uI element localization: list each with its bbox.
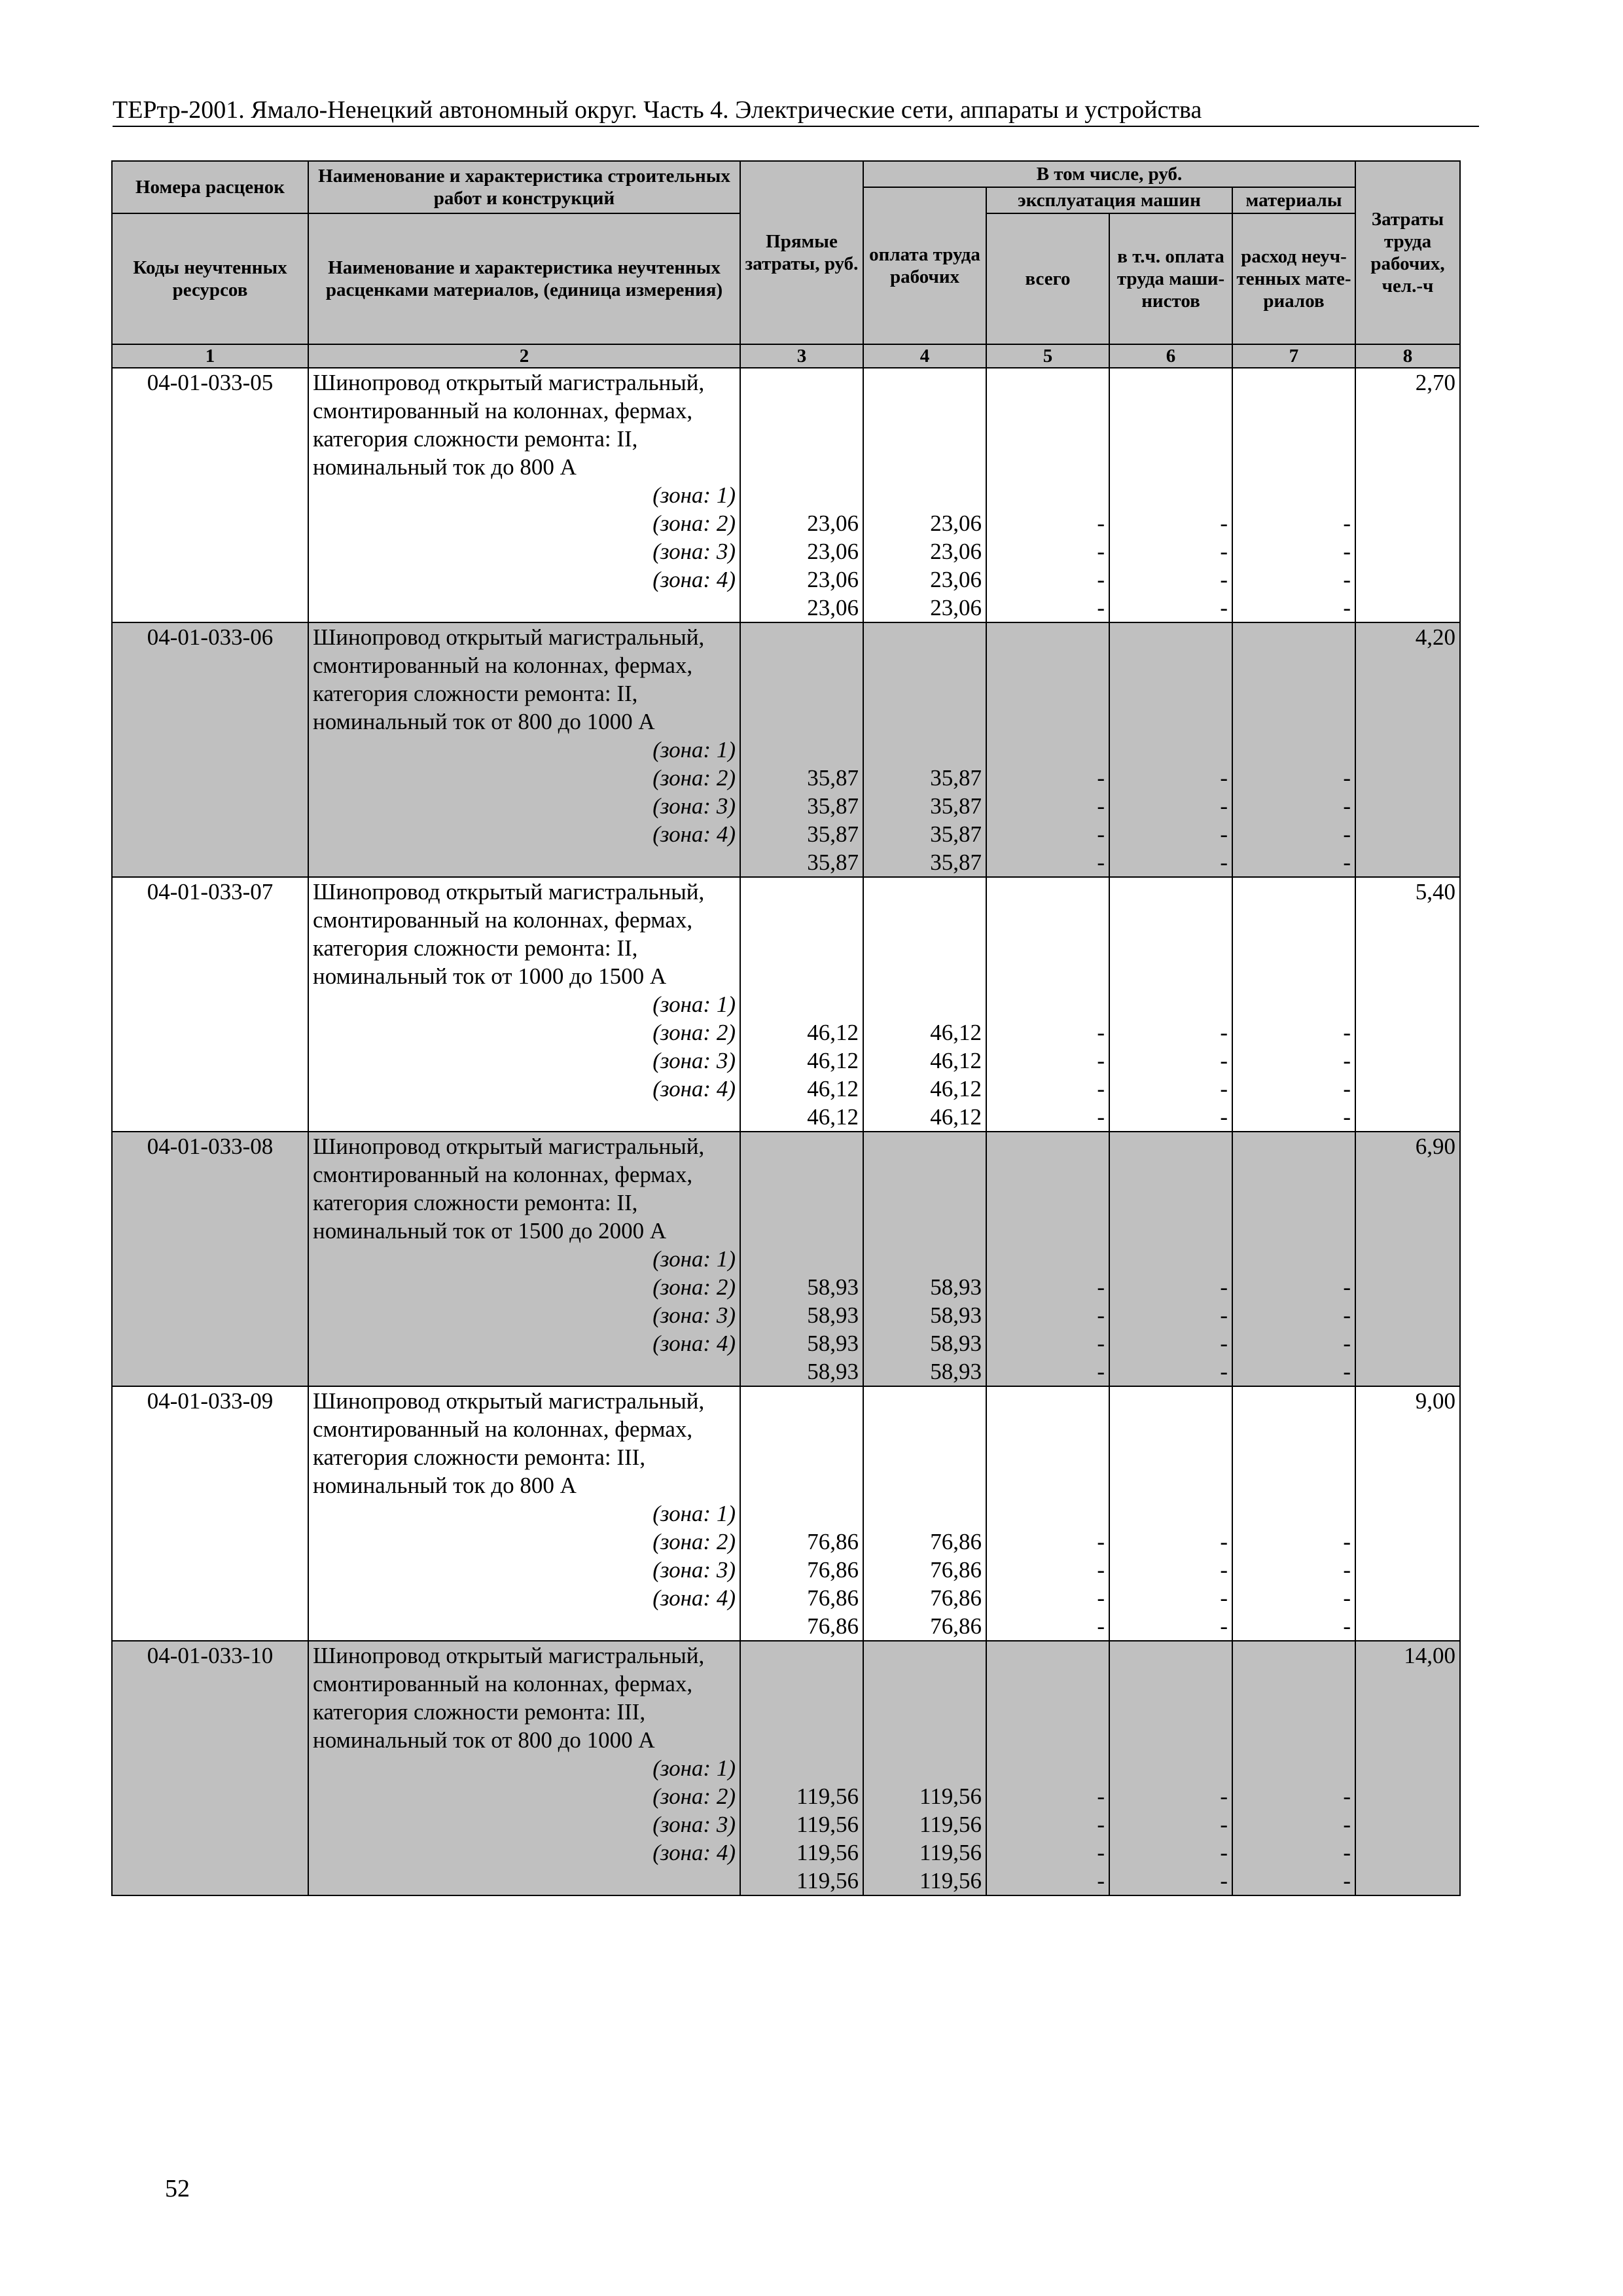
rate-description: Шинопровод открытый магистральный, смонтированный на колоннах, фермах, категория сложности ремонта: II, номинальный ток до 800 А	[313, 370, 705, 480]
rate-description-cell	[308, 1641, 740, 1895]
column-number: 8	[1355, 344, 1460, 368]
spacer	[991, 1387, 1105, 1528]
direct-cost-value: 119,56	[796, 1868, 859, 1893]
zone-label: (зона: 2)	[652, 1529, 736, 1554]
materials-value-cell	[1232, 1132, 1355, 1386]
wage-value-cell	[863, 1641, 986, 1895]
materials-value: -	[1343, 1274, 1351, 1300]
column-number: 1	[112, 344, 308, 368]
spacer	[1114, 1641, 1228, 1782]
zone-label: (зона: 2)	[652, 511, 736, 536]
machines-total-value: -	[1097, 1104, 1105, 1130]
labor-cost-header: Затраты труда рабочих, чел.-ч	[1355, 161, 1460, 344]
wage-value: 35,87	[930, 765, 982, 791]
wage-value: 76,86	[930, 1613, 982, 1639]
zone-label: (зона: 3)	[652, 1557, 736, 1583]
col1-top-header: Номера расценок	[112, 161, 308, 213]
wage-header: оплата труда рабочих	[863, 187, 986, 344]
direct-cost-value: 35,87	[807, 765, 859, 791]
machines-total-value: -	[1097, 850, 1105, 875]
spacer	[745, 368, 859, 509]
wage-value: 46,12	[930, 1104, 982, 1130]
wage-value: 23,06	[930, 595, 982, 620]
rate-description: Шинопровод открытый магистральный, смонтированный на колоннах, фермах, категория сложности ремонта: II, номинальный ток от 1000 до 1500 А	[313, 879, 705, 989]
wage-value: 58,93	[930, 1359, 982, 1384]
wage-value: 23,06	[930, 567, 982, 592]
wage-value: 58,93	[930, 1274, 982, 1300]
machines-total-value: -	[1097, 1840, 1105, 1865]
direct-cost-value: 76,86	[807, 1613, 859, 1639]
table-row	[112, 1132, 1460, 1386]
materials-value: -	[1343, 511, 1351, 536]
table-row	[112, 368, 1460, 622]
materials-group-header: материалы	[1232, 187, 1355, 213]
wage-value: 35,87	[930, 793, 982, 819]
materials-value: -	[1343, 1529, 1351, 1554]
wage-value: 58,93	[930, 1331, 982, 1356]
zone-label: (зона: 1)	[652, 1501, 736, 1526]
materials-value-cell	[1232, 368, 1355, 622]
zone-label: (зона: 2)	[652, 1274, 736, 1300]
rate-description-cell	[308, 368, 740, 622]
materials-value: -	[1343, 1104, 1351, 1130]
direct-cost-value-cell	[740, 1386, 863, 1641]
machines-total-header: всего	[986, 213, 1109, 344]
materials-value: -	[1343, 1585, 1351, 1611]
direct-cost-header: Прямые затраты, руб.	[740, 161, 863, 344]
direct-cost-value: 23,06	[807, 595, 859, 620]
wage-value-cell	[863, 1386, 986, 1641]
spacer	[1237, 623, 1351, 764]
machines-total-value: -	[1097, 567, 1105, 592]
direct-cost-value: 119,56	[796, 1784, 859, 1809]
spacer	[1237, 1641, 1351, 1782]
machines-total-value: -	[1097, 1557, 1105, 1583]
table-row	[112, 1386, 1460, 1641]
machinist-wage-header: в т.ч. оплата труда маши-нистов	[1109, 213, 1232, 344]
direct-cost-value: 46,12	[807, 1076, 859, 1102]
machines-total-value-cell	[986, 1386, 1109, 1641]
materials-value: -	[1343, 1020, 1351, 1045]
spacer	[1237, 368, 1351, 509]
materials-value: -	[1343, 850, 1351, 875]
machinist-wage-value: -	[1220, 1331, 1228, 1356]
materials-value-cell	[1232, 1386, 1355, 1641]
spacer	[991, 1641, 1105, 1782]
direct-cost-value-cell	[740, 368, 863, 622]
rate-description-cell	[308, 1132, 740, 1386]
machines-total-value: -	[1097, 1020, 1105, 1045]
rate-code: 04-01-033-09	[112, 1386, 308, 1641]
wage-value: 35,87	[930, 850, 982, 875]
spacer	[991, 368, 1105, 509]
zone-label: (зона: 4)	[652, 1840, 736, 1865]
col1-bottom-header: Коды неучтенных ресурсов	[112, 213, 308, 344]
spacer	[1114, 878, 1228, 1018]
wage-value: 46,12	[930, 1076, 982, 1102]
materials-usage-header: расход неуч-тенных мате-риалов	[1232, 213, 1355, 344]
rate-description: Шинопровод открытый магистральный, смонтированный на колоннах, фермах, категория сложности ремонта: II, номинальный ток от 1500 до 2000 А	[313, 1134, 705, 1244]
machinist-wage-value: -	[1220, 1585, 1228, 1611]
materials-value: -	[1343, 821, 1351, 847]
machines-total-value: -	[1097, 1302, 1105, 1328]
direct-cost-value: 58,93	[807, 1302, 859, 1328]
rates-table	[111, 160, 1461, 1896]
rate-code: 04-01-033-08	[112, 1132, 308, 1386]
materials-value: -	[1343, 1048, 1351, 1073]
spacer	[868, 878, 982, 1018]
machines-total-value-cell	[986, 368, 1109, 622]
spacer	[991, 623, 1105, 764]
rate-description: Шинопровод открытый магистральный, смонтированный на колоннах, фермах, категория сложности ремонта: III, номинальный ток от 800 до 1000 А	[313, 1643, 705, 1753]
table-head	[112, 161, 1460, 368]
materials-value: -	[1343, 1613, 1351, 1639]
spacer	[1114, 1387, 1228, 1528]
wage-value-cell	[863, 622, 986, 877]
spacer	[1114, 368, 1228, 509]
machinist-wage-value: -	[1220, 1557, 1228, 1583]
zone-label: (зона: 2)	[652, 1784, 736, 1809]
machinist-wage-value: -	[1220, 1020, 1228, 1045]
rate-code: 04-01-033-06	[112, 622, 308, 877]
column-number: 7	[1232, 344, 1355, 368]
direct-cost-value: 35,87	[807, 793, 859, 819]
machines-total-value: -	[1097, 1274, 1105, 1300]
direct-cost-value-cell	[740, 1641, 863, 1895]
wage-value: 35,87	[930, 821, 982, 847]
spacer	[868, 1132, 982, 1273]
machines-total-value-cell	[986, 1641, 1109, 1895]
direct-cost-value: 58,93	[807, 1359, 859, 1384]
labor-value: 6,90	[1355, 1132, 1460, 1386]
machinist-wage-value: -	[1220, 1104, 1228, 1130]
column-number: 3	[740, 344, 863, 368]
wage-value: 76,86	[930, 1557, 982, 1583]
rate-code: 04-01-033-10	[112, 1641, 308, 1895]
machinist-wage-value: -	[1220, 793, 1228, 819]
materials-value: -	[1343, 1076, 1351, 1102]
rate-description: Шинопровод открытый магистральный, смонтированный на колоннах, фермах, категория сложности ремонта: II, номинальный ток от 800 до 1000 А	[313, 624, 705, 734]
materials-value: -	[1343, 1359, 1351, 1384]
spacer	[868, 1387, 982, 1528]
machines-total-value: -	[1097, 1613, 1105, 1639]
wage-value: 46,12	[930, 1048, 982, 1073]
wage-value: 76,86	[930, 1585, 982, 1611]
materials-value-cell	[1232, 622, 1355, 877]
column-number: 5	[986, 344, 1109, 368]
spacer	[1237, 1132, 1351, 1273]
wage-value: 119,56	[919, 1784, 982, 1809]
zone-label: (зона: 3)	[652, 1048, 736, 1073]
direct-cost-value-cell	[740, 877, 863, 1132]
machines-total-value: -	[1097, 1784, 1105, 1809]
machinist-wage-value-cell	[1109, 877, 1232, 1132]
direct-cost-value: 76,86	[807, 1585, 859, 1611]
machines-total-value: -	[1097, 1812, 1105, 1837]
page-number: 52	[165, 2175, 190, 2202]
machines-total-value: -	[1097, 539, 1105, 564]
zone-label: (зона: 1)	[652, 1755, 736, 1781]
direct-cost-value-cell	[740, 622, 863, 877]
machines-total-value: -	[1097, 1076, 1105, 1102]
spacer	[745, 1132, 859, 1273]
direct-cost-value: 46,12	[807, 1104, 859, 1130]
zone-label: (зона: 3)	[652, 793, 736, 819]
wage-value: 23,06	[930, 511, 982, 536]
machinist-wage-value: -	[1220, 1529, 1228, 1554]
spacer	[868, 1641, 982, 1782]
wage-value: 119,56	[919, 1840, 982, 1865]
materials-value: -	[1343, 1302, 1351, 1328]
machinist-wage-value-cell	[1109, 1386, 1232, 1641]
labor-value: 9,00	[1355, 1386, 1460, 1641]
materials-value: -	[1343, 1812, 1351, 1837]
direct-cost-value: 23,06	[807, 539, 859, 564]
machines-total-value: -	[1097, 793, 1105, 819]
zone-label: (зона: 2)	[652, 1020, 736, 1045]
machines-total-value-cell	[986, 1132, 1109, 1386]
spacer	[868, 623, 982, 764]
wage-value: 23,06	[930, 539, 982, 564]
machines-total-value: -	[1097, 1868, 1105, 1893]
machines-total-value: -	[1097, 511, 1105, 536]
materials-value-cell	[1232, 877, 1355, 1132]
rate-description-cell	[308, 877, 740, 1132]
wage-value-cell	[863, 877, 986, 1132]
wage-value: 76,86	[930, 1529, 982, 1554]
spacer	[1237, 1387, 1351, 1528]
direct-cost-value: 58,93	[807, 1274, 859, 1300]
materials-value: -	[1343, 1331, 1351, 1356]
zone-label: (зона: 2)	[652, 765, 736, 791]
machines-total-value-cell	[986, 622, 1109, 877]
direct-cost-value: 35,87	[807, 821, 859, 847]
rate-description-cell	[308, 622, 740, 877]
machinist-wage-value: -	[1220, 595, 1228, 620]
materials-value: -	[1343, 1840, 1351, 1865]
materials-value: -	[1343, 539, 1351, 564]
materials-value: -	[1343, 1784, 1351, 1809]
spacer	[1114, 1132, 1228, 1273]
materials-value: -	[1343, 567, 1351, 592]
materials-value: -	[1343, 1868, 1351, 1893]
direct-cost-value: 119,56	[796, 1812, 859, 1837]
machinist-wage-value: -	[1220, 1359, 1228, 1384]
zone-label: (зона: 3)	[652, 539, 736, 564]
rate-code: 04-01-033-07	[112, 877, 308, 1132]
machinist-wage-value: -	[1220, 1274, 1228, 1300]
wage-value-cell	[863, 1132, 986, 1386]
direct-cost-value: 46,12	[807, 1048, 859, 1073]
zone-label: (зона: 4)	[652, 821, 736, 847]
direct-cost-value: 35,87	[807, 850, 859, 875]
machines-total-value: -	[1097, 765, 1105, 791]
machinist-wage-value-cell	[1109, 622, 1232, 877]
machines-total-value: -	[1097, 595, 1105, 620]
spacer	[991, 878, 1105, 1018]
materials-value: -	[1343, 1557, 1351, 1583]
col2-top-header: Наименование и характеристика строительных работ и конструкций	[308, 161, 740, 213]
machines-total-value: -	[1097, 1585, 1105, 1611]
machinist-wage-value: -	[1220, 821, 1228, 847]
running-header: ТЕРтр-2001. Ямало-Ненецкий автономный округ. Часть 4. Электрические сети, аппараты и устройства	[113, 96, 1479, 127]
machinist-wage-value: -	[1220, 539, 1228, 564]
rate-code: 04-01-033-05	[112, 368, 308, 622]
machinist-wage-value: -	[1220, 1868, 1228, 1893]
labor-value: 5,40	[1355, 877, 1460, 1132]
including-group-header: В том числе, руб.	[863, 161, 1355, 187]
wage-value: 46,12	[930, 1020, 982, 1045]
zone-label: (зона: 1)	[652, 992, 736, 1017]
machinist-wage-value: -	[1220, 567, 1228, 592]
machines-total-value-cell	[986, 877, 1109, 1132]
machines-total-value: -	[1097, 1331, 1105, 1356]
column-number-row	[112, 344, 1460, 368]
direct-cost-value: 76,86	[807, 1557, 859, 1583]
materials-value-cell	[1232, 1641, 1355, 1895]
rates-body	[112, 368, 1460, 1895]
machinist-wage-value: -	[1220, 1302, 1228, 1328]
table-row	[112, 877, 1460, 1132]
machines-total-value: -	[1097, 1359, 1105, 1384]
spacer	[745, 878, 859, 1018]
zone-label: (зона: 3)	[652, 1302, 736, 1328]
machinist-wage-value: -	[1220, 765, 1228, 791]
machinist-wage-value: -	[1220, 511, 1228, 536]
table-row	[112, 1641, 1460, 1895]
direct-cost-value: 76,86	[807, 1529, 859, 1554]
machines-group-header: эксплуатация машин	[986, 187, 1232, 213]
machines-total-value: -	[1097, 1529, 1105, 1554]
machinist-wage-value: -	[1220, 1076, 1228, 1102]
machinist-wage-value-cell	[1109, 368, 1232, 622]
direct-cost-value: 58,93	[807, 1331, 859, 1356]
machines-total-value: -	[1097, 821, 1105, 847]
zone-label: (зона: 1)	[652, 737, 736, 762]
zone-label: (зона: 4)	[652, 567, 736, 592]
machines-total-value: -	[1097, 1048, 1105, 1073]
machinist-wage-value: -	[1220, 850, 1228, 875]
rate-description-cell	[308, 1386, 740, 1641]
column-number: 6	[1109, 344, 1232, 368]
direct-cost-value: 119,56	[796, 1840, 859, 1865]
machinist-wage-value-cell	[1109, 1641, 1232, 1895]
machinist-wage-value: -	[1220, 1812, 1228, 1837]
materials-value: -	[1343, 595, 1351, 620]
machinist-wage-value-cell	[1109, 1132, 1232, 1386]
materials-value: -	[1343, 765, 1351, 791]
zone-label: (зона: 4)	[652, 1331, 736, 1356]
labor-value: 4,20	[1355, 622, 1460, 877]
spacer	[1237, 878, 1351, 1018]
materials-value: -	[1343, 793, 1351, 819]
wage-value-cell	[863, 368, 986, 622]
machinist-wage-value: -	[1220, 1784, 1228, 1809]
direct-cost-value: 23,06	[807, 511, 859, 536]
direct-cost-value-cell	[740, 1132, 863, 1386]
spacer	[991, 1132, 1105, 1273]
machinist-wage-value: -	[1220, 1048, 1228, 1073]
machinist-wage-value: -	[1220, 1613, 1228, 1639]
column-number: 4	[863, 344, 986, 368]
direct-cost-value: 23,06	[807, 567, 859, 592]
spacer	[745, 623, 859, 764]
zone-label: (зона: 1)	[652, 482, 736, 508]
zone-label: (зона: 3)	[652, 1812, 736, 1837]
spacer	[868, 368, 982, 509]
labor-value: 2,70	[1355, 368, 1460, 622]
wage-value: 119,56	[919, 1812, 982, 1837]
column-number: 2	[308, 344, 740, 368]
zone-label: (зона: 4)	[652, 1076, 736, 1102]
col2-bottom-header: Наименование и характеристика неучтенных расценками материалов, (единица измерения)	[308, 213, 740, 344]
spacer	[1114, 623, 1228, 764]
table-row	[112, 622, 1460, 877]
rate-description: Шинопровод открытый магистральный, смонтированный на колоннах, фермах, категория сложности ремонта: III, номинальный ток до 800 А	[313, 1388, 705, 1498]
machinist-wage-value: -	[1220, 1840, 1228, 1865]
wage-value: 58,93	[930, 1302, 982, 1328]
zone-label: (зона: 1)	[652, 1246, 736, 1272]
labor-value: 14,00	[1355, 1641, 1460, 1895]
spacer	[745, 1387, 859, 1528]
direct-cost-value: 46,12	[807, 1020, 859, 1045]
spacer	[745, 1641, 859, 1782]
zone-label: (зона: 4)	[652, 1585, 736, 1611]
wage-value: 119,56	[919, 1868, 982, 1893]
